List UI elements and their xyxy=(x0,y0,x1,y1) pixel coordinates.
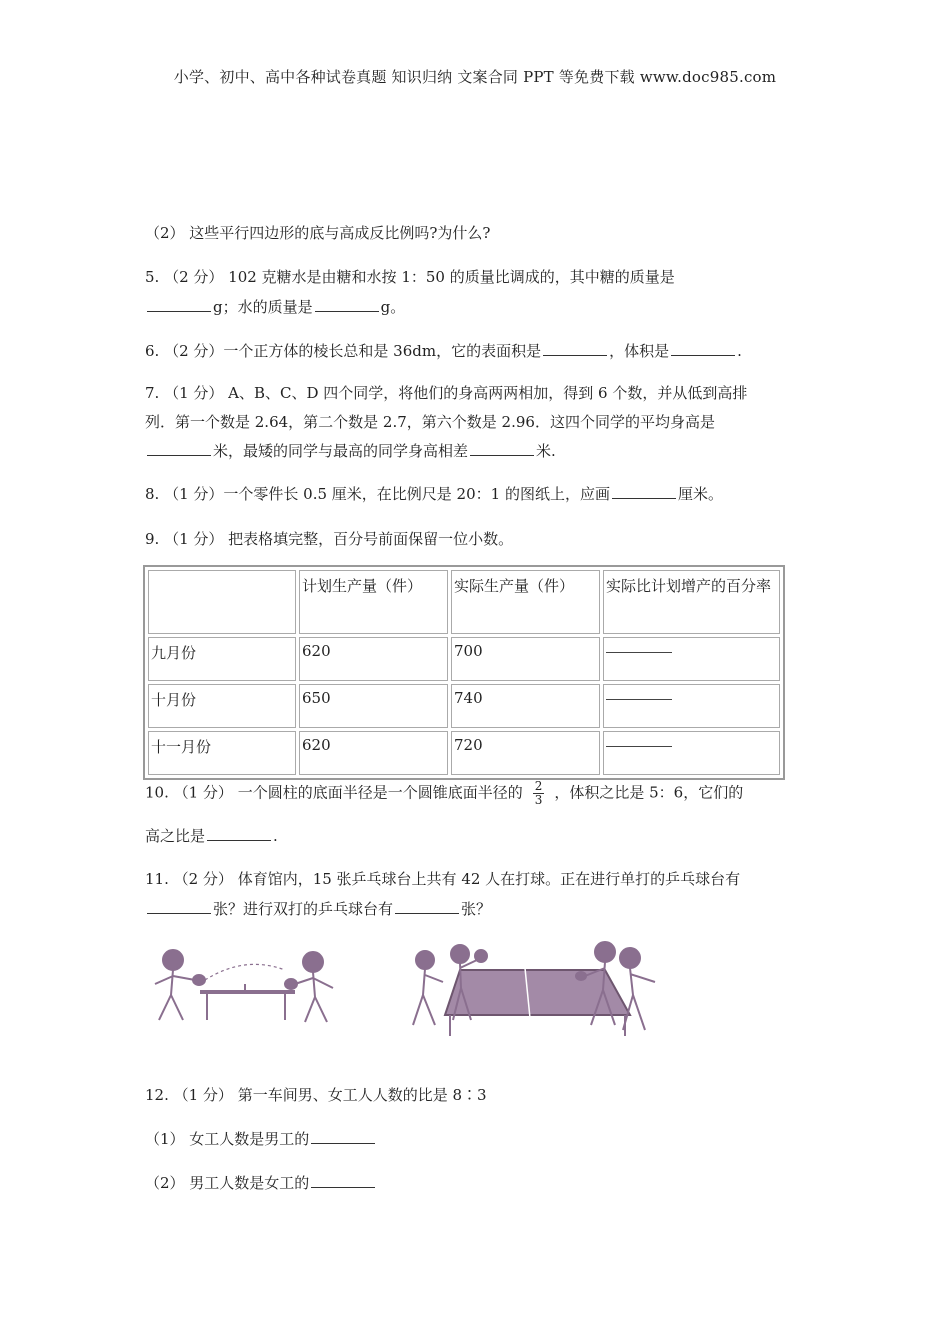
table-header-cell: 计划生产量（件） xyxy=(299,570,448,634)
question-6: 6. （2 分）一个正方体的棱长总和是 36dm，它的表面积是 ，体积是 . xyxy=(145,342,742,360)
table-cell-plan: 620 xyxy=(299,731,448,775)
answer-blank[interactable] xyxy=(543,341,607,356)
question-11-line-1: 11. （2 分） 体育馆内，15 张乒乓球台上共有 42 人在打球。正在进行单打的乒乓球台有 xyxy=(145,870,741,888)
table-cell-plan: 650 xyxy=(299,684,448,728)
answer-blank[interactable] xyxy=(671,341,735,356)
production-table xyxy=(143,565,785,780)
singles-table-tennis-illustration xyxy=(145,940,375,1035)
table-cell-month: 十一月份 xyxy=(148,731,296,775)
table-row xyxy=(148,731,780,775)
question-12-part-1: （1） 女工人数是男工的 xyxy=(145,1128,377,1149)
question-12-part-2: （2） 男工人数是女工的 xyxy=(145,1172,377,1193)
question-10-line-2: 高之比是 . xyxy=(145,827,278,845)
question-11-line-2: 张？进行双打的乒乓球台有 张？ xyxy=(145,898,491,919)
table-cell-actual: 700 xyxy=(451,637,600,681)
question-7-line-2: 列．第一个数是 2.64，第二个数是 2.7，第六个数是 2.96．这四个同学的平均身高是 xyxy=(145,413,715,431)
question-5-line-2: g；水的质量是 g。 xyxy=(145,296,405,317)
doubles-table-tennis-illustration xyxy=(405,940,670,1040)
answer-blank[interactable] xyxy=(207,826,271,841)
table-cell-answer xyxy=(603,684,780,728)
question-8: 8. （1 分）一个零件长 0.5 厘米，在比例尺是 20：1 的图纸上，应画 厘米。 xyxy=(145,485,723,503)
question-10-line-1: 10. （1 分） 一个圆柱的底面半径是一个圆锥底面半径的 $\frac{2}{3}$ ，体积之比是 5：6，它们的 xyxy=(145,779,744,807)
table-cell-month: 十月份 xyxy=(148,684,296,728)
question-4-part-2: （2） 这些平行四边形的底与高成反比例吗?为什么? xyxy=(145,224,491,242)
answer-blank[interactable] xyxy=(606,746,672,747)
table-cell-month: 九月份 xyxy=(148,637,296,681)
question-12: 12. （1 分） 第一车间男、女工人人数的比是 8∶3 xyxy=(145,1086,487,1104)
question-7-line-1: 7. （1 分） A、B、C、D 四个同学，将他们的身高两两相加，得到 6 个数，并从低到高排 xyxy=(145,384,748,402)
answer-blank[interactable] xyxy=(315,297,379,312)
answer-blank[interactable] xyxy=(606,699,672,700)
table-header-row xyxy=(148,570,780,634)
question-9: 9. （1 分） 把表格填完整，百分号前面保留一位小数。 xyxy=(145,530,514,548)
answer-blank[interactable] xyxy=(311,1173,375,1188)
table-row xyxy=(148,684,780,728)
table-row xyxy=(148,637,780,681)
table-header-cell: 实际生产量（件） xyxy=(451,570,600,634)
answer-blank[interactable] xyxy=(147,899,211,914)
fraction-two-thirds: $\frac{2}{3}$ xyxy=(534,779,543,807)
table-header-cell: 实际比计划增产的百分率 xyxy=(603,570,780,634)
answer-blank[interactable] xyxy=(147,297,211,312)
question-5-line-1: 5. （2 分） 102 克糖水是由糖和水按 1：50 的质量比调成的，其中糖的质量是 xyxy=(145,268,675,286)
table-cell-actual: 720 xyxy=(451,731,600,775)
table-cell-answer xyxy=(603,637,780,681)
answer-blank[interactable] xyxy=(395,899,459,914)
page-header: 小学、初中、高中各种试卷真题 知识归纳 文案合同 PPT 等免费下载 www.doc985.com xyxy=(173,68,777,86)
answer-blank[interactable] xyxy=(147,441,211,456)
answer-blank[interactable] xyxy=(470,441,534,456)
answer-blank[interactable] xyxy=(606,652,672,653)
answer-blank[interactable] xyxy=(311,1129,375,1144)
question-7-line-3: 米，最矮的同学与最高的同学身高相差 米. xyxy=(145,440,556,461)
answer-blank[interactable] xyxy=(612,484,676,499)
table-cell-actual: 740 xyxy=(451,684,600,728)
table-cell-plan: 620 xyxy=(299,637,448,681)
table-header-cell xyxy=(148,570,296,634)
table-cell-answer xyxy=(603,731,780,775)
